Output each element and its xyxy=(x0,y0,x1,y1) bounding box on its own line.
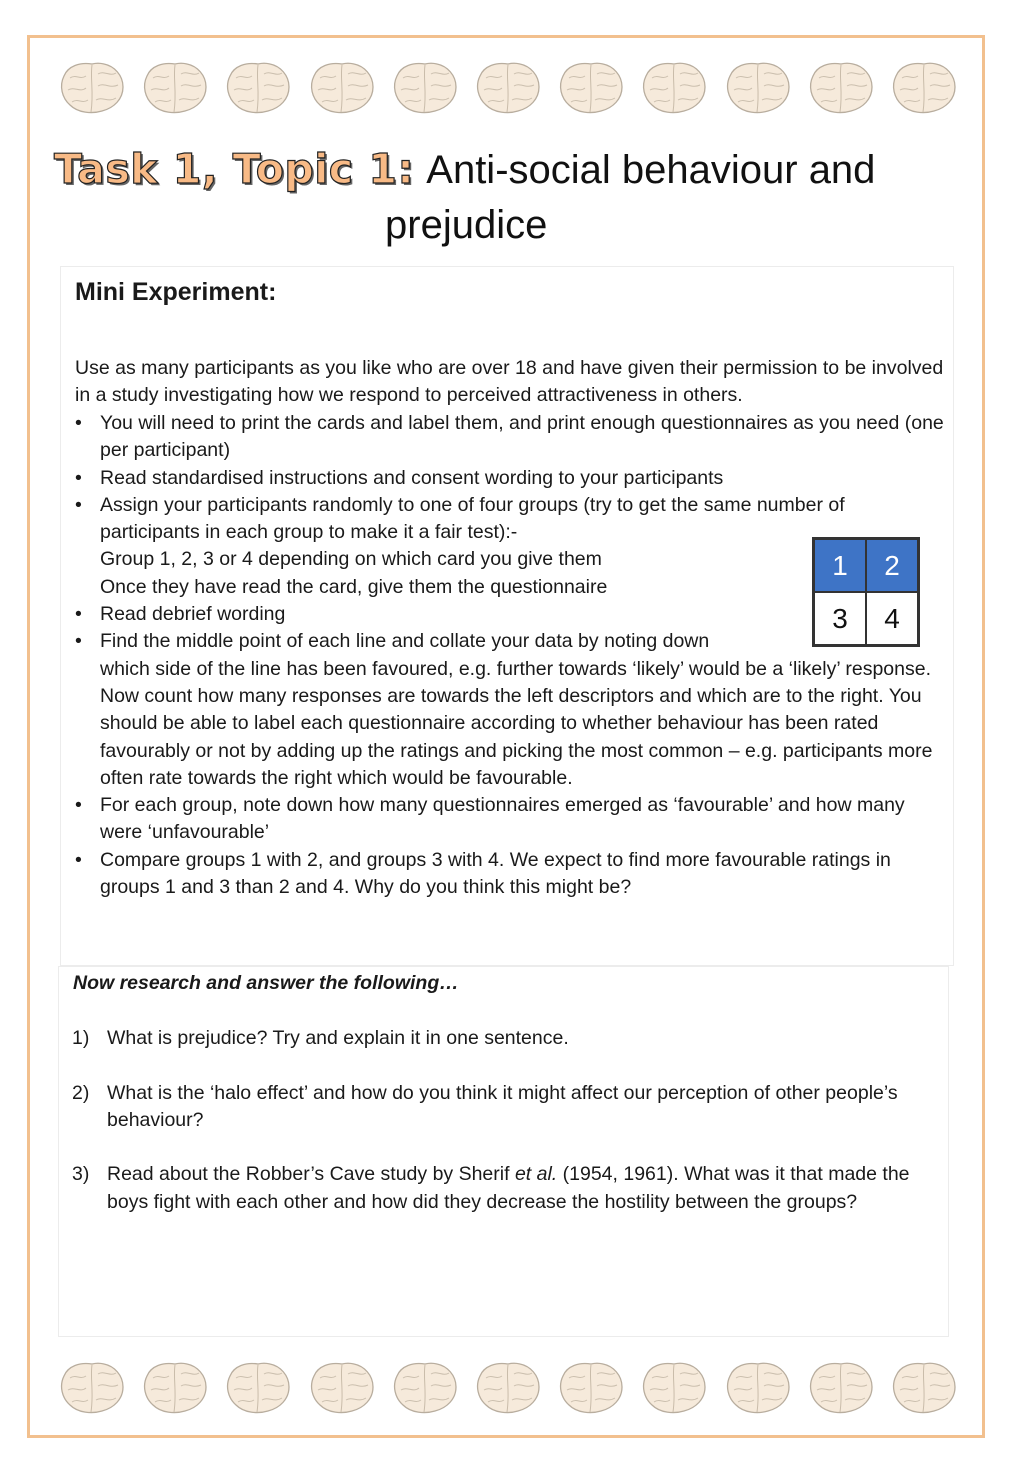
bullet-text: which side of the line has been favoured, e.g. further towards ‘likely’ would be a ‘likely’ response. Now count how many responses are towards the left descriptors and which are to the right. You should be able to label each questionnaire according to whether behaviour has been rated favourably or not by adding up the ratings and picking the most common – e.g. participants more often rate towards the right which would be favourable. xyxy=(100,657,933,789)
group-cell-3: 3 xyxy=(814,592,866,645)
group-cell-2: 2 xyxy=(866,539,918,592)
list-item xyxy=(75,847,945,902)
title-main-line2: prejudice xyxy=(385,203,548,247)
bullet-subline-group: Group 1, 2, 3 or 4 depending on which card you give them xyxy=(100,548,602,571)
question-text-pre: Read about the Robber’s Cave study by Sherif xyxy=(107,1163,515,1186)
experiment-bullet-list xyxy=(75,410,945,901)
bullet-text: You will need to print the cards and label them, and print enough questionnaires as you need (one per participant) xyxy=(100,412,944,462)
title-prefix: Task 1, Topic 1: xyxy=(54,145,415,193)
bullet-icon: • xyxy=(75,466,82,489)
experiment-heading: Mini Experiment: xyxy=(75,278,277,306)
brain-icon xyxy=(141,1360,209,1416)
brain-icon xyxy=(141,60,209,116)
title-main: Anti-social behaviour and xyxy=(426,148,876,192)
brain-icon xyxy=(890,1360,958,1416)
bullet-icon: • xyxy=(75,412,82,434)
brain-icon xyxy=(557,1360,625,1416)
brain-icon xyxy=(890,60,958,116)
group-cell-4: 4 xyxy=(866,592,918,645)
question-text-italic: et al. xyxy=(514,1163,558,1186)
bullet-text: Compare groups 1 with 2, and groups 3 with 4. We expect to find more favourable ratings in groups 1 and 3 than 2 and 4. Why do you think this might be? xyxy=(100,848,891,899)
brain-icon xyxy=(724,60,792,116)
question-text: What is prejudice? Try and explain it in one sentence. xyxy=(107,1027,569,1049)
research-heading: Now research and answer the following… xyxy=(73,972,459,994)
brain-icon xyxy=(308,60,376,116)
bullet-icon: • xyxy=(75,848,82,871)
list-item xyxy=(75,465,945,492)
bullet-icon: • xyxy=(75,630,82,653)
group-cell-1: 1 xyxy=(814,539,866,592)
list-item xyxy=(75,792,945,847)
brain-decoration-row-top xyxy=(58,58,958,118)
group-grid xyxy=(812,537,920,647)
brain-icon xyxy=(308,1360,376,1416)
brain-icon xyxy=(807,1360,875,1416)
brain-icon xyxy=(474,60,542,116)
brain-icon xyxy=(391,1360,459,1416)
bullet-text-first-line: Find the middle point of each line and collate your data by noting down xyxy=(100,630,710,653)
bullet-subline-card: Once they have read the card, give them the questionnaire xyxy=(100,575,608,598)
brain-icon xyxy=(640,1360,708,1416)
experiment-intro: Use as many participants as you like who are over 18 and have given their permission to be involved in a study investigating how we respond to perceived attractiveness in others. xyxy=(75,357,944,407)
page-title xyxy=(54,145,954,205)
bullet-text: Assign your participants randomly to one of four groups (try to get the same number of participants in each group to make it a fair test):- xyxy=(100,493,845,544)
brain-icon xyxy=(724,1360,792,1416)
list-item xyxy=(75,628,945,792)
bullet-text: Read standardised instructions and consent wording to your participants xyxy=(100,466,724,489)
bullet-icon: • xyxy=(75,603,82,626)
bullet-icon: • xyxy=(75,794,82,817)
brain-decoration-row-bottom xyxy=(58,1358,958,1418)
list-item xyxy=(72,1080,942,1135)
bullet-text: For each group, note down how many questionnaires emerged as ‘favourable’ and how many were ‘unfavourable’ xyxy=(100,794,905,844)
bullet-icon: • xyxy=(75,493,82,516)
list-item xyxy=(75,410,945,465)
bullet-text: Read debrief wording xyxy=(100,603,286,626)
list-item xyxy=(72,1025,942,1052)
brain-icon xyxy=(224,1360,292,1416)
research-question-list xyxy=(72,1025,942,1243)
brain-icon xyxy=(58,60,126,116)
brain-icon xyxy=(557,60,625,116)
question-text: What is the ‘halo effect’ and how do you think it might affect our perception of other people’s behaviour? xyxy=(107,1081,898,1131)
question-number: 3) xyxy=(72,1163,90,1186)
question-text xyxy=(107,1163,910,1212)
list-item xyxy=(72,1161,942,1216)
question-number: 2) xyxy=(72,1081,90,1104)
brain-icon xyxy=(474,1360,542,1416)
brain-icon xyxy=(807,60,875,116)
brain-icon xyxy=(640,60,708,116)
question-number: 1) xyxy=(72,1027,90,1049)
brain-icon xyxy=(224,60,292,116)
brain-icon xyxy=(58,1360,126,1416)
question-text-post: (1954, 1961). What was it that made the boys fight with each other and how did they decrease the hostility between the groups? xyxy=(107,1163,910,1213)
brain-icon xyxy=(391,60,459,116)
